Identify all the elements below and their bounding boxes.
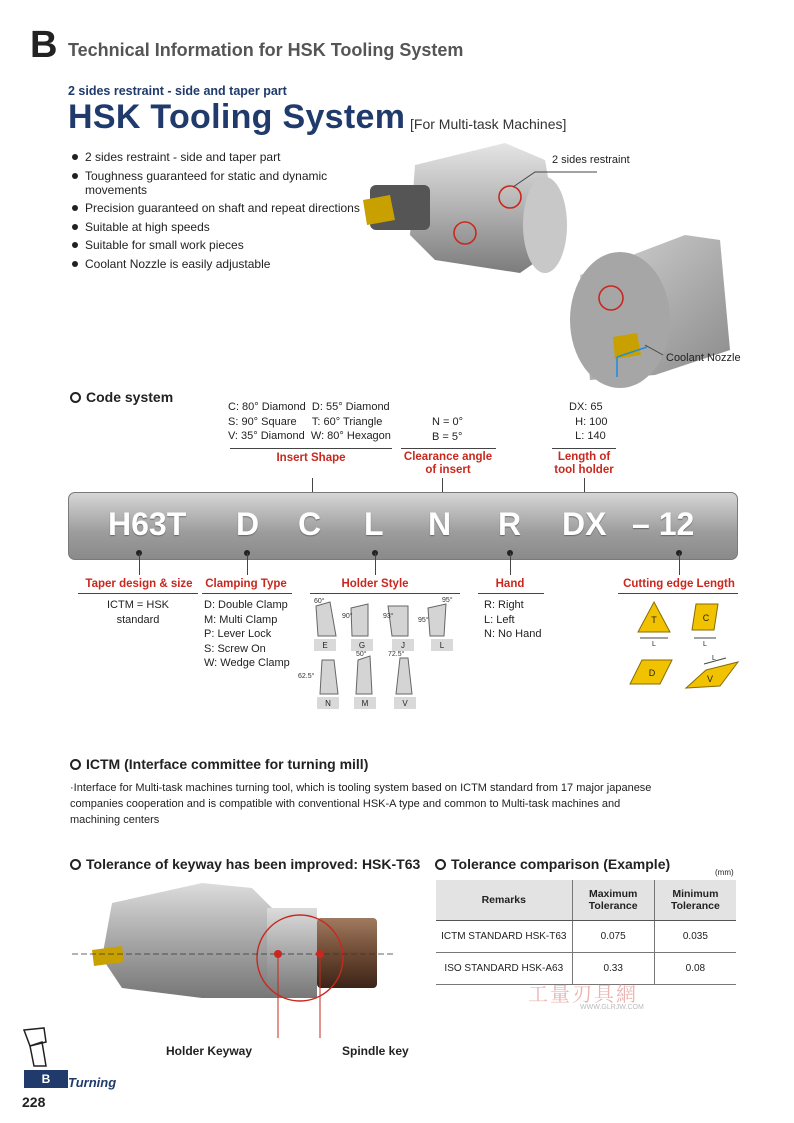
angle-g: 90° — [342, 613, 353, 620]
ictm-text: ·Interface for Multi-task machines turning tool, which is tooling system based on ICTM standard from 17 major japanese companies cooperation and is compatible with conventional HSK-A type and common to Multi-task machines and machining centers — [70, 782, 652, 826]
list-item: Coolant Nozzle is easily adjustable — [70, 257, 370, 271]
header-remarks: Remarks — [436, 880, 572, 921]
keyway-title: Tolerance of keyway has been improved: HSK-T63 — [86, 856, 421, 872]
circle-arrow-icon — [70, 859, 81, 870]
clearance-b: B = 5° — [432, 430, 463, 443]
tolerance-heading — [435, 856, 670, 872]
table-row — [436, 921, 736, 953]
tolerance-table — [436, 880, 736, 985]
divider — [78, 593, 198, 594]
clamping-label: Clamping Type — [205, 578, 287, 590]
connector — [510, 553, 511, 575]
connector — [247, 553, 248, 575]
taper-desc-line: ICTM = HSK — [106, 599, 170, 611]
header-max: Maximum Tolerance — [572, 880, 654, 921]
section-badge: B — [24, 1070, 68, 1088]
code-clearance: N — [428, 506, 452, 542]
table-cell: ICTM STANDARD HSK-T63 — [436, 921, 572, 953]
list-item: Suitable for small work pieces — [70, 238, 370, 252]
connector — [679, 553, 680, 575]
table-cell: 0.08 — [654, 953, 736, 985]
clamping-item: W: Wedge Clamp — [204, 657, 290, 669]
section-letter: B — [30, 24, 58, 66]
length-mark: L — [703, 641, 707, 648]
divider — [618, 593, 738, 594]
style-l: L — [439, 641, 445, 650]
angle-l-label: 95° — [418, 617, 429, 624]
cutting-edge-diagrams — [626, 598, 746, 694]
hero-suffix: [For Multi-task Machines] — [410, 116, 567, 132]
angle-m: 50° — [356, 651, 367, 658]
taper-desc — [80, 598, 196, 627]
shape-t: T: 60° Triangle — [311, 415, 383, 428]
table-cell: ISO STANDARD HSK-A63 — [436, 953, 572, 985]
list-item: 2 sides restraint - side and taper part — [70, 150, 370, 164]
shape-v: V: 35° Diamond — [228, 430, 305, 442]
clearance-label: Clearance angle of insert — [403, 451, 493, 476]
table-header-row — [436, 880, 736, 921]
shape-label-v: V — [706, 674, 714, 684]
style-m: M — [361, 699, 369, 708]
length-l: L: 140 — [575, 430, 606, 442]
page-header-title: Technical Information for HSK Tooling System — [68, 40, 464, 60]
watermark-text: 工量刃具網 — [528, 984, 638, 1006]
divider — [478, 593, 544, 594]
taper-desc-line: standard — [116, 613, 160, 626]
page-number: 228 — [22, 1094, 46, 1110]
keyway-illustration — [72, 878, 402, 1038]
keyway-heading — [70, 856, 420, 872]
circle-arrow-icon — [70, 759, 81, 770]
circle-arrow-icon — [70, 392, 81, 403]
length-label: Length of tool holder — [554, 451, 614, 476]
code-holder: L — [364, 506, 384, 542]
list-item: Toughness guaranteed for static and dynamic movements — [70, 169, 370, 197]
clamping-item: S: Screw On — [204, 642, 266, 655]
hand-item: L: Left — [484, 613, 515, 626]
code-taper: H63T — [108, 506, 187, 542]
style-v: V — [402, 699, 408, 708]
style-e: E — [322, 641, 328, 650]
holder-style-diagrams — [296, 594, 466, 714]
style-g: G — [358, 641, 366, 650]
angle-v: 72.5° — [388, 651, 405, 658]
turning-tool-icon — [22, 1026, 48, 1068]
length-list — [569, 400, 608, 444]
divider — [230, 448, 392, 449]
holder-keyway-label: Holder Keyway — [166, 1044, 253, 1058]
tolerance-title: Tolerance comparison (Example) — [451, 856, 671, 872]
angle-j: 93° — [383, 613, 394, 620]
connector — [375, 553, 376, 575]
holder-style-label: Holder Style — [341, 578, 409, 590]
section-name: Turning — [68, 1075, 117, 1090]
shape-w: W: 80° Hexagon — [310, 430, 391, 442]
length-mark: L — [712, 655, 716, 662]
code-system-heading — [70, 389, 173, 405]
watermark-url: WWW.GLRJW.COM — [580, 1004, 644, 1011]
clearance-list — [432, 415, 463, 444]
length-mark: L — [652, 641, 656, 648]
shape-c: C: 80° Diamond — [228, 401, 306, 413]
cutting-edge-label: Cutting edge Length — [623, 578, 735, 590]
hero-title: HSK Tooling System — [68, 98, 406, 136]
insert-shape-label: Insert Shape — [276, 452, 346, 464]
hand-label: Hand — [495, 578, 525, 590]
shape-label-c: C — [702, 613, 710, 623]
list-item: Suitable at high speeds — [70, 220, 370, 234]
header-min: Minimum Tolerance — [654, 880, 736, 921]
coolant-label: Coolant Nozzle — [666, 352, 741, 364]
divider — [552, 448, 616, 449]
clamping-item: P: Lever Lock — [204, 628, 272, 640]
style-j: J — [401, 641, 405, 650]
clamping-list — [204, 598, 290, 671]
table-cell: 0.33 — [572, 953, 654, 985]
feature-list — [70, 150, 370, 275]
hero-subtitle: 2 sides restraint - side and taper part — [68, 84, 287, 98]
list-item: Precision guaranteed on shaft and repeat directions — [70, 201, 370, 215]
style-n: N — [325, 699, 331, 708]
shape-s: S: 90° Square — [228, 415, 297, 428]
clamping-item: M: Multi Clamp — [204, 613, 278, 626]
code-system-title: Code system — [86, 389, 174, 405]
divider — [401, 448, 496, 449]
hand-item: N: No Hand — [484, 628, 542, 640]
shape-d: D: 55° Diamond — [311, 401, 390, 413]
length-h: H: 100 — [575, 415, 608, 428]
angle-e: 60° — [314, 598, 325, 605]
circle-arrow-icon — [435, 859, 446, 870]
code-shape: C — [298, 506, 322, 542]
angle-n: 62.5° — [298, 673, 315, 680]
code-clamping: D — [236, 506, 260, 542]
clearance-n: N = 0° — [432, 416, 463, 428]
divider — [202, 593, 292, 594]
taper-label: Taper design & size — [85, 578, 193, 590]
hand-item: R: Right — [484, 599, 524, 611]
shape-label-t: T — [651, 615, 657, 625]
code-edge: – 12 — [632, 506, 695, 542]
tolerance-unit: (mm) — [715, 868, 734, 877]
connector — [139, 553, 140, 575]
table-cell: 0.075 — [572, 921, 654, 953]
spindle-key-label: Spindle key — [342, 1044, 409, 1058]
shape-label-d: D — [648, 668, 656, 678]
angle-l: 95° — [442, 597, 453, 604]
insert-shape-list — [228, 400, 391, 444]
table-cell: 0.035 — [654, 921, 736, 953]
code-length: DX — [562, 506, 607, 542]
ictm-title: ICTM (Interface committee for turning mill) — [86, 756, 369, 772]
length-dx: DX: 65 — [569, 401, 603, 413]
clamping-item: D: Double Clamp — [204, 599, 288, 611]
hand-list — [484, 598, 541, 642]
code-hand: R — [498, 506, 522, 542]
ictm-heading — [70, 756, 368, 772]
restraint-label: 2 sides restraint — [552, 154, 630, 166]
